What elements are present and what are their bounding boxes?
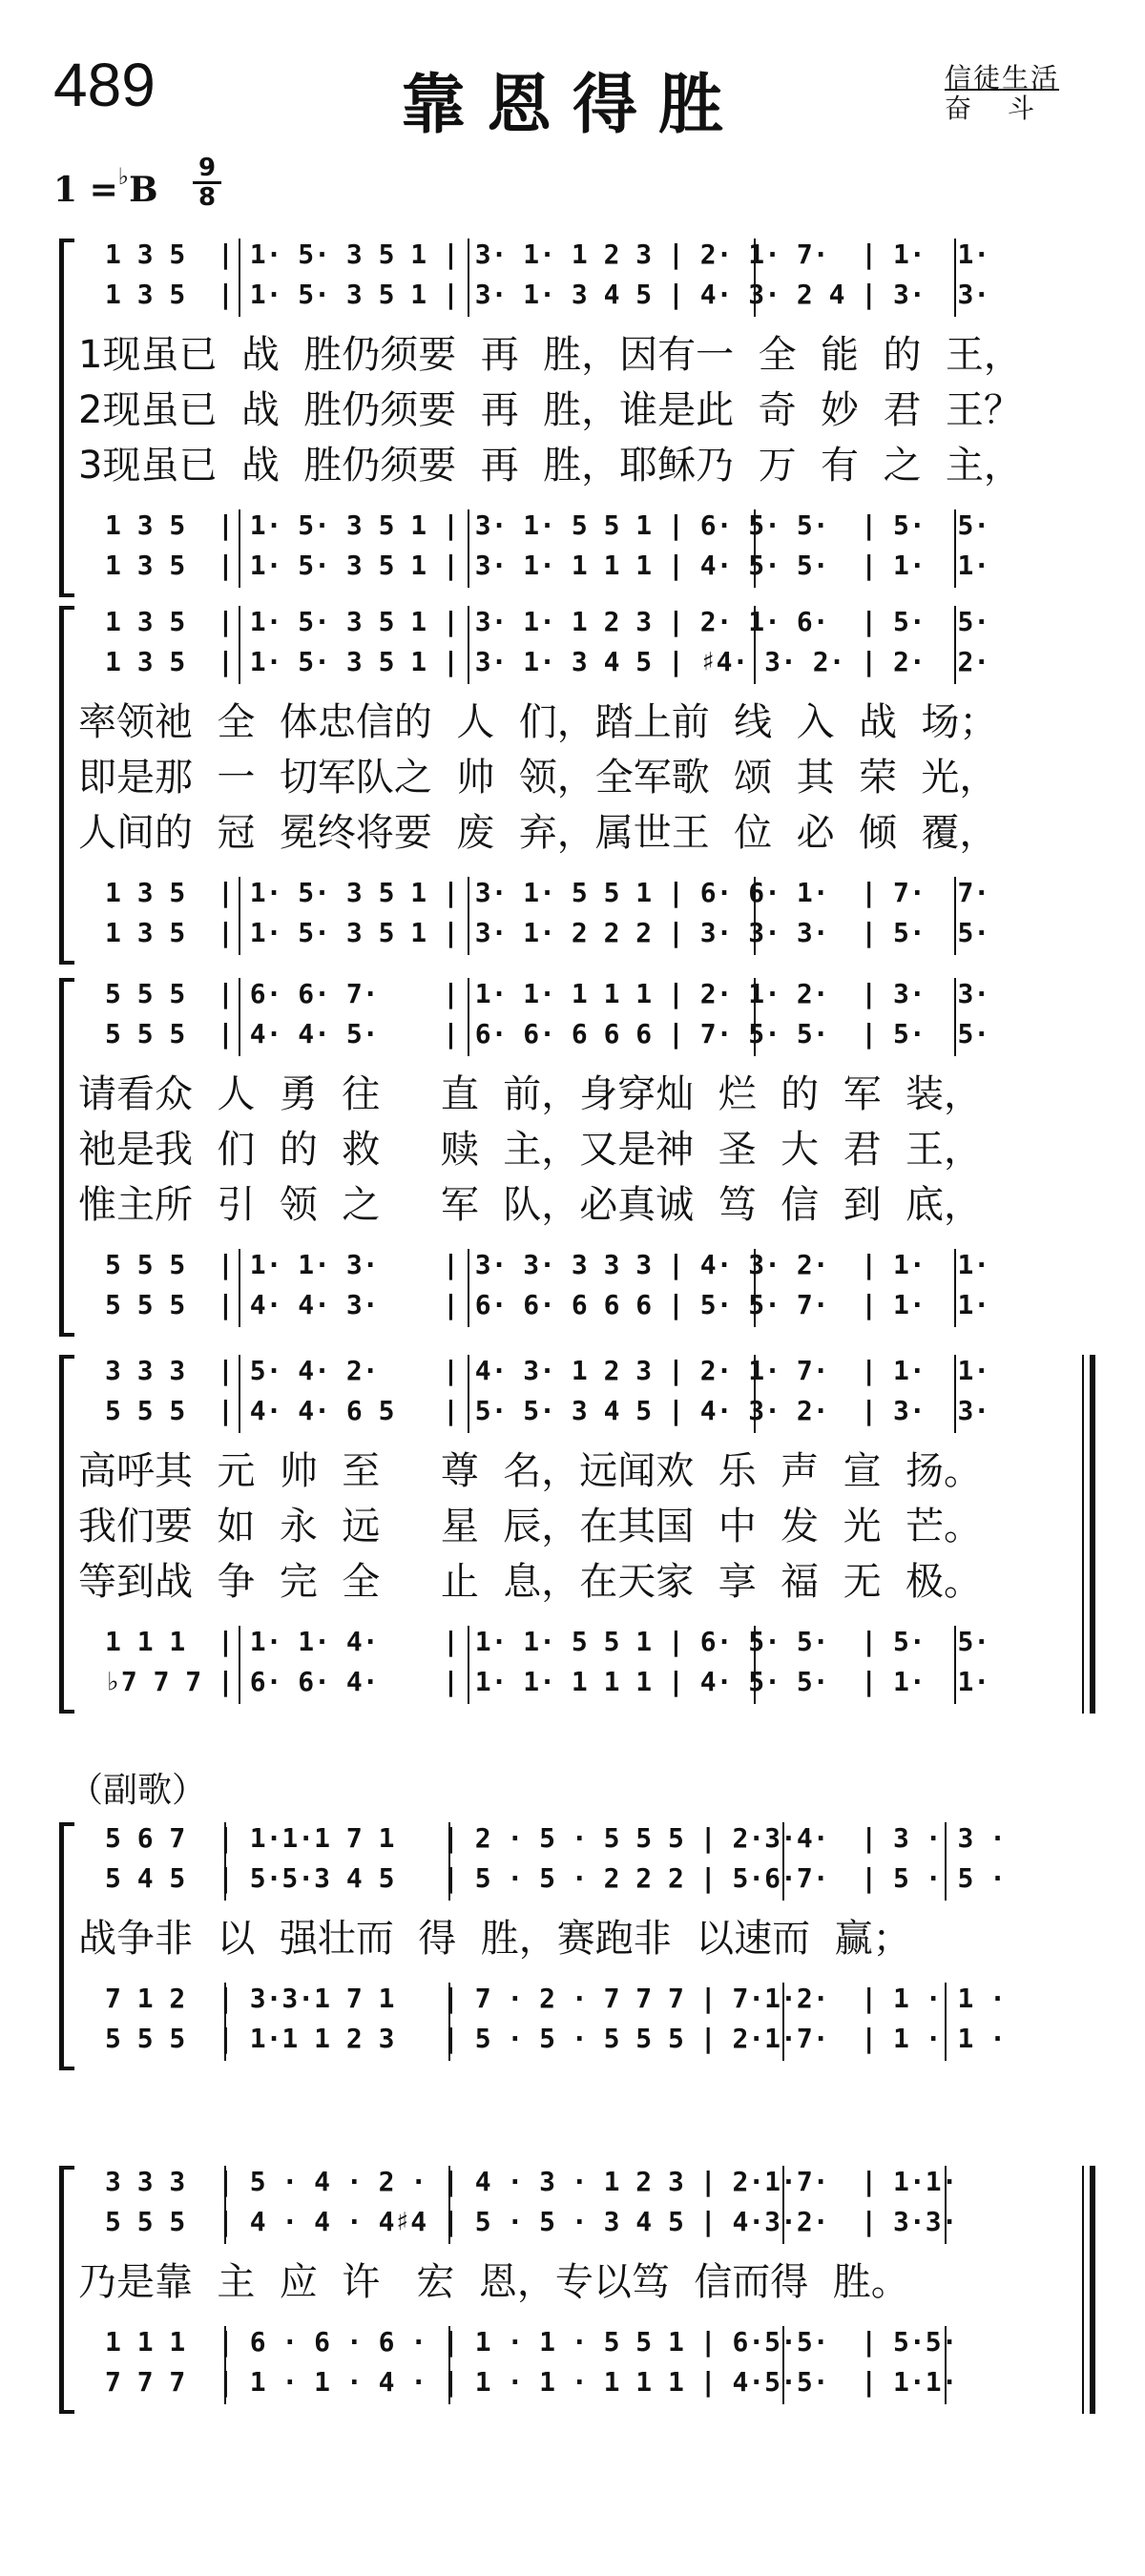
system-bracket-cap-bottom [59,2410,74,2414]
music-system-2 [0,606,1145,965]
lyric-line-2: 2现虽已 战 胜仍须要 再 胜，谁是此 奇 妙 君 王？ [78,388,1022,432]
lyric-line-3: 人间的 冠 冕终将要 废 弃，属世王 位 必 倾 覆， [78,811,998,855]
system-bracket-cap-top [59,606,74,610]
lyric-line-3: 等到战 争 完 全 止 息，在天家 享 福 无 极。 [78,1560,983,1604]
system-bracket-cap-top [59,978,74,982]
system-bracket [59,978,64,1337]
time-signature-bottom: 8 [193,181,221,211]
treble-lower-voice: 1 3 5 | 1· 5· 3 5 1 | 3· 1· 3 4 5 | ♯4· 3· 2· | 2· 2· [105,646,990,677]
bass-lower-voice: 1 3 5 | 1· 5· 3 5 1 | 3· 1· 2 2 2 | 3· 3· 3· | 5· 5· [105,917,990,948]
system-bracket-cap-bottom [59,1710,74,1714]
system-bracket [59,1822,64,2070]
bass-lower-voice: 7 7 7 | 1 · 1 · 4 · | 1 · 1 · 1 1 1 | 4·5·5· | 1·1· [105,2366,958,2398]
music-system-5-chorus [0,1822,1145,2070]
lyric-line-2: 即是那 一 切军队之 帅 领，全军歌 颂 其 荣 光， [78,756,998,800]
system-bracket [59,2166,64,2414]
final-barline-thick [1090,2166,1095,2414]
system-bracket [59,606,64,965]
treble-lower-voice: 5 5 5 | 4· 4· 5· | 6· 6· 6 6 6 | 7· 5· 5· | 5· 5· [105,1018,990,1049]
key-letter: B [129,170,158,210]
bass-lower-voice: ♭7 7 7 | 6· 6· 4· | 1· 1· 1 1 1 | 4· 5· 5· | 1· 1· [105,1666,990,1697]
bass-upper-voice: 1 3 5 | 1· 5· 3 5 1 | 3· 1· 5 5 1 | 6· 6· 1· | 7· 7· [105,877,990,908]
system-bracket-cap-bottom [59,593,74,597]
lyric-line-3: 3现虽已 战 胜仍须要 再 胜，耶稣乃 万 有 之 主， [78,444,1022,488]
system-bracket-cap-bottom [59,2067,74,2070]
bass-upper-voice: 1 1 1 | 1· 1· 4· | 1· 1· 5 5 1 | 6· 5· 5· | 5· 5· [105,1626,990,1657]
final-barline-thick [1090,1355,1095,1714]
lyric-line-1: 请看众 人 勇 往 直 前，身穿灿 烂 的 军 装， [78,1072,983,1116]
time-signature [193,155,221,211]
lyric-line-2: 祂是我 们 的 救 赎 主，又是神 圣 大 君 王， [78,1128,983,1172]
treble-lower-voice: 5 4 5 | 5·5·3 4 5 | 5 · 5 · 2 2 2 | 5·6·7· | 5 · 5 · [105,1862,1007,1894]
lyric-line-2: 我们要 如 永 远 星 辰，在其国 中 发 光 芒。 [78,1505,983,1548]
treble-upper-voice: 1 3 5 | 1· 5· 3 5 1 | 3· 1· 1 2 3 | 2· 1· 7· | 1· 1· [105,239,990,270]
category-line-1: 信徒生活 [945,62,1060,93]
system-bracket-cap-bottom [59,961,74,965]
treble-upper-voice: 5 5 5 | 6· 6· 7· | 1· 1· 1 1 1 | 2· 1· 2· | 3· 3· [105,978,990,1009]
treble-upper-voice: 3 3 3 | 5 · 4 · 2 · | 4 · 3 · 1 2 3 | 2·1·7· | 1·1· [105,2166,958,2197]
music-system-4 [0,1355,1145,1714]
lyric-line-1: 乃是靠 主 应 许 宏 恩，专以笃 信而得 胜。 [78,2260,909,2304]
treble-upper-voice: 1 3 5 | 1· 5· 3 5 1 | 3· 1· 1 2 3 | 2· 1· 6· | 5· 5· [105,606,990,637]
treble-upper-voice: 5 6 7 | 1·1·1 7 1 | 2 · 5 · 5 5 5 | 2·3·4· | 3 · 3 · [105,1822,1007,1854]
system-bracket [59,1355,64,1714]
category-line-2: 奋斗 [945,93,1072,124]
bass-upper-voice: 7 1 2 | 3·3·1 7 1 | 7 · 2 · 7 7 7 | 7·1·2· | 1 · 1 · [105,1983,1007,2014]
bass-upper-voice: 5 5 5 | 1· 1· 3· | 3· 3· 3 3 3 | 4· 3· 2· | 1· 1· [105,1249,990,1280]
bass-lower-voice: 5 5 5 | 1·1 1 2 3 | 5 · 5 · 5 5 5 | 2·1·7· | 1 · 1 · [105,2023,1007,2054]
bass-lower-voice: 5 5 5 | 4· 4· 3· | 6· 6· 6 6 6 | 5· 5· 7· | 1· 1· [105,1289,990,1320]
system-bracket-cap-top [59,1822,74,1826]
system-bracket [59,239,64,597]
lyric-line-1: 战争非 以 强壮而 得 胜，赛跑非 以速而 赢； [78,1917,911,1961]
key-signature [53,162,158,210]
treble-lower-voice: 5 5 5 | 4· 4· 6 5 | 5· 5· 3 4 5 | 4· 3· 2· | 3· 3· [105,1395,990,1426]
page-title: 靠恩得胜 [400,67,744,143]
music-system-3 [0,978,1145,1337]
bass-upper-voice: 1 1 1 | 6 · 6 · 6 · | 1 · 1 · 5 5 1 | 6·5·5· | 5·5· [105,2326,958,2358]
bass-upper-voice: 1 3 5 | 1· 5· 3 5 1 | 3· 1· 5 5 1 | 6· 5· 5· | 5· 5· [105,509,990,541]
system-bracket-cap-bottom [59,1333,74,1337]
chorus-label: （副歌） [69,1771,207,1810]
music-system-6-chorus [0,2166,1145,2414]
music-system-1 [0,239,1145,597]
treble-lower-voice: 1 3 5 | 1· 5· 3 5 1 | 3· 1· 3 4 5 | 4· 3· 2 4 | 3· 3· [105,279,990,310]
lyric-line-1: 率领祂 全 体忠信的 人 们，踏上前 线 入 战 场； [78,700,998,744]
key-prefix: 1 = [53,170,118,210]
lyric-line-1: 高呼其 元 帅 至 尊 名，远闻欢 乐 声 宣 扬。 [78,1449,983,1493]
hymn-number: 489 [53,51,156,119]
treble-lower-voice: 5 5 5 | 4 · 4 · 4♯4 | 5 · 5 · 3 4 5 | 4·3·2· | 3·3· [105,2206,958,2237]
time-signature-top: 9 [198,154,217,182]
system-bracket-cap-top [59,1355,74,1359]
lyric-line-3: 惟主所 引 领 之 军 队，必真诚 笃 信 到 底， [78,1183,983,1227]
flat-sign: ♭ [117,162,130,190]
lyric-line-1: 1现虽已 战 胜仍须要 再 胜，因有一 全 能 的 王， [78,333,1022,377]
treble-upper-voice: 3 3 3 | 5· 4· 2· | 4· 3· 1 2 3 | 2· 1· 7· | 1· 1· [105,1355,990,1386]
system-bracket-cap-top [59,2166,74,2170]
system-bracket-cap-top [59,239,74,242]
bass-lower-voice: 1 3 5 | 1· 5· 3 5 1 | 3· 1· 1 1 1 | 4· 5· 5· | 1· 1· [105,550,990,581]
